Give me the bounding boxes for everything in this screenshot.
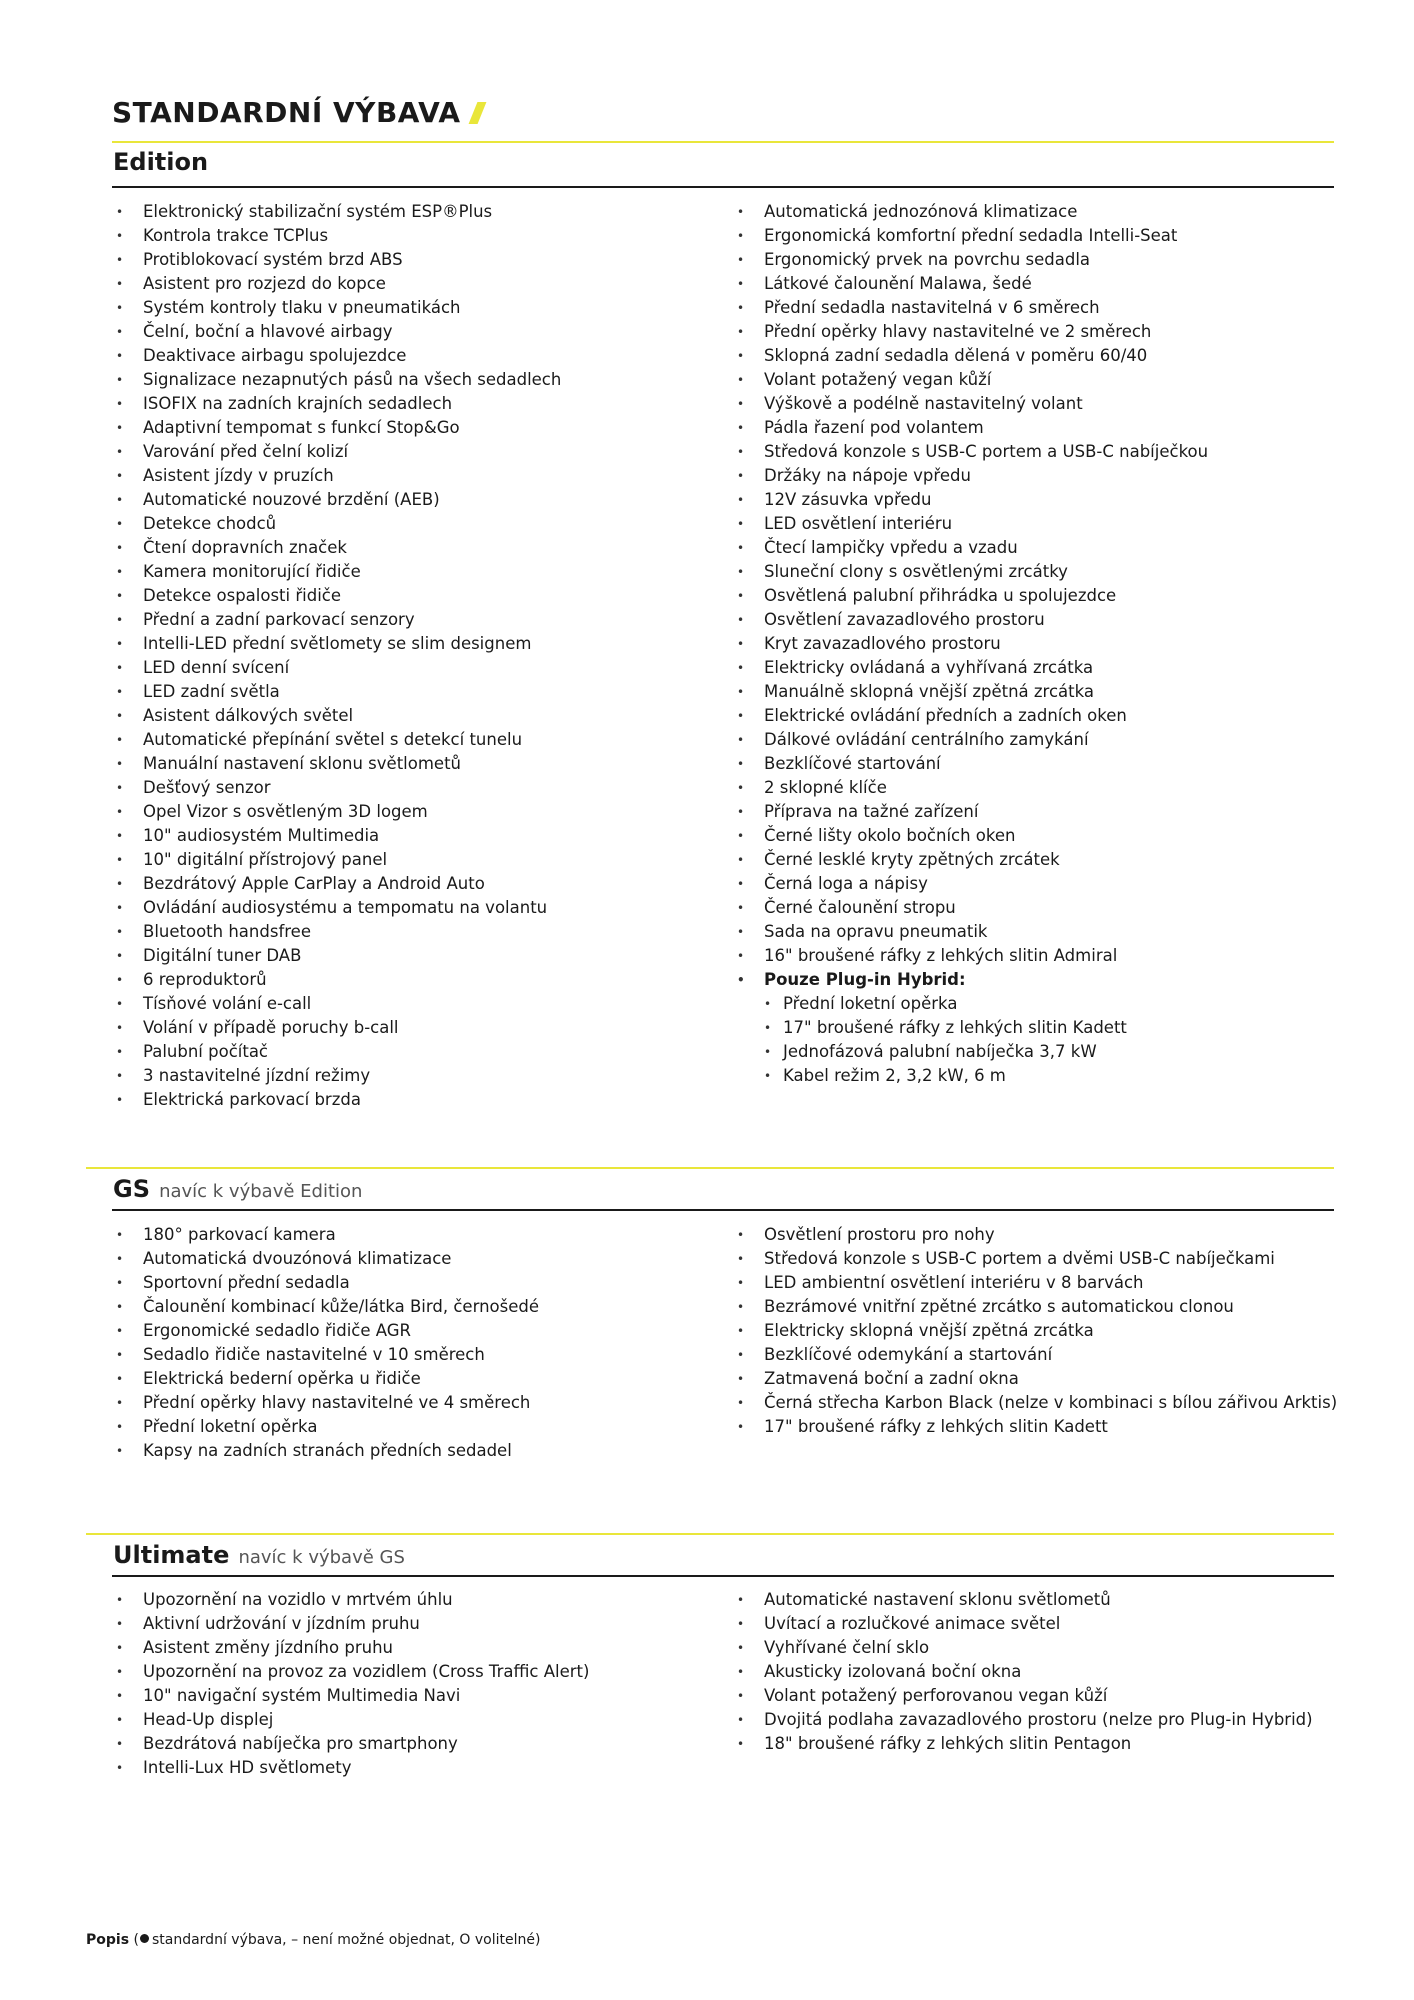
list-item: • 17" broušené ráfky z lehkých slitin Kadett: [737, 1415, 1337, 1439]
list-item: • Akusticky izolovaná boční okna: [737, 1660, 1313, 1684]
list-item: • Kapsy na zadních stranách předních sedadel: [116, 1439, 539, 1463]
list-item: • Středová konzole s USB-C portem a dvěmi USB-C nabíječkami: [737, 1247, 1337, 1271]
list-item: • Čtecí lampičky vpředu a vzadu: [737, 536, 1208, 560]
list-item: • Vyhřívané čelní sklo: [737, 1636, 1313, 1660]
gs-list-left: [116, 1223, 539, 1463]
accent-slash-icon: [468, 102, 486, 124]
list-item: • Držáky na nápoje vpředu: [737, 464, 1208, 488]
list-item: • Černá střecha Karbon Black (nelze v kombinaci s bílou zářivou Arktis): [737, 1391, 1337, 1415]
list-item: • Látkové čalounění Malawa, šedé: [737, 272, 1208, 296]
list-item: • Dvojitá podlaha zavazadlového prostoru (nelze pro Plug-in Hybrid): [737, 1708, 1313, 1732]
list-item: • 3 nastavitelné jízdní režimy: [116, 1064, 561, 1088]
list-item: • Uvítací a rozlučkové animace světel: [737, 1612, 1313, 1636]
section-gs-name: GS: [113, 1175, 150, 1203]
list-item: • Automatická dvouzónová klimatizace: [116, 1247, 539, 1271]
section-gs-rule: [112, 1209, 1334, 1211]
list-item: • Bezklíčové startování: [737, 752, 1208, 776]
list-item: • Elektrická bederní opěrka u řidiče: [116, 1367, 539, 1391]
section-gs-subtitle: navíc k výbavě Edition: [159, 1181, 363, 1202]
list-item: • 2 sklopné klíče: [737, 776, 1208, 800]
list-item: • Přední sedadla nastavitelná v 6 směrech: [737, 296, 1208, 320]
list-item: • Přední loketní opěrka: [116, 1415, 539, 1439]
list-item: • Sluneční clony s osvětlenými zrcátky: [737, 560, 1208, 584]
list-item: • Zatmavená boční a zadní okna: [737, 1367, 1337, 1391]
legend-text: standardní výbava, – není možné objednat, O volitelné): [151, 1932, 541, 1948]
list-item: • LED osvětlení interiéru: [737, 512, 1208, 536]
list-item: • Intelli-Lux HD světlomety: [116, 1756, 589, 1780]
section-ultimate-name: Ultimate: [113, 1541, 230, 1569]
list-item: • 10" audiosystém Multimedia: [116, 824, 561, 848]
list-item: • Ergonomické sedadlo řidiče AGR: [116, 1319, 539, 1343]
list-item: • Elektronický stabilizační systém ESP®Plus: [116, 200, 561, 224]
list-item: • Bezrámové vnitřní zpětné zrcátko s automatickou clonou: [737, 1295, 1337, 1319]
list-item: • Přední a zadní parkovací senzory: [116, 608, 561, 632]
list-item: • Head-Up displej: [116, 1708, 589, 1732]
section-gs-header: [113, 1175, 362, 1203]
list-item: • Elektricky ovládaná a vyhřívaná zrcátka: [737, 656, 1208, 680]
list-item: • Kontrola trakce TCPlus: [116, 224, 561, 248]
legend: [86, 1932, 540, 1948]
list-item: • Bezklíčové odemykání a startování: [737, 1343, 1337, 1367]
list-item: • Asistent jízdy v pruzích: [116, 464, 561, 488]
list-item: • Opel Vizor s osvětleným 3D logem: [116, 800, 561, 824]
list-item: • Elektrické ovládání předních a zadních oken: [737, 704, 1208, 728]
gs-list-right: [737, 1223, 1337, 1439]
list-item: • Kamera monitorující řidiče: [116, 560, 561, 584]
list-item: • Pádla řazení pod volantem: [737, 416, 1208, 440]
page-title-text: STANDARDNÍ VÝBAVA: [112, 96, 461, 129]
list-item: • Volant potažený perforovanou vegan kůží: [737, 1684, 1313, 1708]
list-item: • Asistent pro rozjezd do kopce: [116, 272, 561, 296]
hybrid-heading: • Pouze Plug-in Hybrid:: [737, 968, 1208, 992]
list-item: • Středová konzole s USB-C portem a USB-C nabíječkou: [737, 440, 1208, 464]
list-item: • 10" navigační systém Multimedia Navi: [116, 1684, 589, 1708]
list-item: • Dešťový senzor: [116, 776, 561, 800]
list-item: • Černé čalounění stropu: [737, 896, 1208, 920]
list-item: • Osvětlená palubní přihrádka u spolujezdce: [737, 584, 1208, 608]
list-item: • Varování před čelní kolizí: [116, 440, 561, 464]
list-item: • Upozornění na provoz za vozidlem (Cross Traffic Alert): [116, 1660, 589, 1684]
list-item: • 180° parkovací kamera: [116, 1223, 539, 1247]
list-item: • Detekce ospalosti řidiče: [116, 584, 561, 608]
legend-label: Popis: [86, 1932, 130, 1948]
list-item: • Volání v případě poruchy b-call: [116, 1016, 561, 1040]
hybrid-list-item: • Jednofázová palubní nabíječka 3,7 kW: [737, 1040, 1208, 1064]
list-item: • Kryt zavazadlového prostoru: [737, 632, 1208, 656]
list-item: • Upozornění na vozidlo v mrtvém úhlu: [116, 1588, 589, 1612]
list-item: • Intelli-LED přední světlomety se slim designem: [116, 632, 561, 656]
list-item: • 6 reproduktorů: [116, 968, 561, 992]
list-item: • Elektrická parkovací brzda: [116, 1088, 561, 1112]
ultimate-list-right: [737, 1588, 1313, 1756]
list-item: • Manuálně sklopná vnější zpětná zrcátka: [737, 680, 1208, 704]
list-item: • Tísňové volání e-call: [116, 992, 561, 1016]
list-item: • Bezdrátová nabíječka pro smartphony: [116, 1732, 589, 1756]
edition-list-left: [116, 200, 561, 1112]
list-item: • 18" broušené ráfky z lehkých slitin Pentagon: [737, 1732, 1313, 1756]
list-item: • Palubní počítač: [116, 1040, 561, 1064]
list-item: • Dálkové ovládání centrálního zamykání: [737, 728, 1208, 752]
list-item: • Sedadlo řidiče nastavitelné v 10 směrech: [116, 1343, 539, 1367]
section-ultimate-header: [113, 1541, 405, 1569]
section-ultimate-top-rule: [86, 1533, 1334, 1535]
list-item: • Sklopná zadní sedadla dělená v poměru 60/40: [737, 344, 1208, 368]
list-item: • Osvětlení zavazadlového prostoru: [737, 608, 1208, 632]
list-item: • Čtení dopravních značek: [116, 536, 561, 560]
list-item: • LED ambientní osvětlení interiéru v 8 barvách: [737, 1271, 1337, 1295]
section-edition-name: Edition: [113, 148, 209, 176]
list-item: • Aktivní udržování v jízdním pruhu: [116, 1612, 589, 1636]
page-title: [112, 96, 482, 129]
list-item: • Deaktivace airbagu spolujezdce: [116, 344, 561, 368]
list-item: • Bluetooth handsfree: [116, 920, 561, 944]
list-item: • Protiblokovací systém brzd ABS: [116, 248, 561, 272]
list-item: • Ergonomický prvek na povrchu sedadla: [737, 248, 1208, 272]
section-gs-top-rule: [86, 1167, 1334, 1169]
list-item: • 16" broušené ráfky z lehkých slitin Admiral: [737, 944, 1208, 968]
list-item: • Výškově a podélně nastavitelný volant: [737, 392, 1208, 416]
hybrid-list-item: • Kabel režim 2, 3,2 kW, 6 m: [737, 1064, 1208, 1088]
list-item: • Adaptivní tempomat s funkcí Stop&Go: [116, 416, 561, 440]
list-item: • 10" digitální přístrojový panel: [116, 848, 561, 872]
list-item: • Automatické nastavení sklonu světlometů: [737, 1588, 1313, 1612]
standard-dot-icon: [140, 1934, 149, 1943]
list-item: • Příprava na tažné zařízení: [737, 800, 1208, 824]
list-item: • Digitální tuner DAB: [116, 944, 561, 968]
list-item: • Čelní, boční a hlavové airbagy: [116, 320, 561, 344]
hybrid-list-item: • Přední loketní opěrka: [737, 992, 1208, 1016]
list-item: • Sada na opravu pneumatik: [737, 920, 1208, 944]
section-edition-header: [113, 148, 208, 176]
ultimate-list-left: [116, 1588, 589, 1780]
hybrid-list-item: • 17" broušené ráfky z lehkých slitin Kadett: [737, 1016, 1208, 1040]
list-item: • Ergonomická komfortní přední sedadla Intelli-Seat: [737, 224, 1208, 248]
list-item: • Systém kontroly tlaku v pneumatikách: [116, 296, 561, 320]
list-item: • Osvětlení prostoru pro nohy: [737, 1223, 1337, 1247]
title-rule: [112, 141, 1334, 143]
list-item: • Manuální nastavení sklonu světlometů: [116, 752, 561, 776]
list-item: • LED zadní světla: [116, 680, 561, 704]
list-item: • Automatické přepínání světel s detekcí tunelu: [116, 728, 561, 752]
list-item: • Sportovní přední sedadla: [116, 1271, 539, 1295]
list-item: • Automatické nouzové brzdění (AEB): [116, 488, 561, 512]
section-ultimate-subtitle: navíc k výbavě GS: [238, 1547, 405, 1568]
list-item: • Čalounění kombinací kůže/látka Bird, černošedé: [116, 1295, 539, 1319]
list-item: • ISOFIX na zadních krajních sedadlech: [116, 392, 561, 416]
list-item: • Asistent změny jízdního pruhu: [116, 1636, 589, 1660]
list-item: • Přední opěrky hlavy nastavitelné ve 4 směrech: [116, 1391, 539, 1415]
list-item: • Černé lesklé kryty zpětných zrcátek: [737, 848, 1208, 872]
list-item: • 12V zásuvka vpředu: [737, 488, 1208, 512]
list-item: • Signalizace nezapnutých pásů na všech sedadlech: [116, 368, 561, 392]
section-ultimate-rule: [112, 1575, 1334, 1577]
edition-list-right: [737, 200, 1208, 1088]
legend-open-paren: (: [133, 1932, 139, 1948]
section-edition-rule: [112, 186, 1334, 188]
list-item: • Přední opěrky hlavy nastavitelné ve 2 směrech: [737, 320, 1208, 344]
list-item: • Asistent dálkových světel: [116, 704, 561, 728]
list-item: • Elektricky sklopná vnější zpětná zrcátka: [737, 1319, 1337, 1343]
list-item: • Volant potažený vegan kůží: [737, 368, 1208, 392]
list-item: • Automatická jednozónová klimatizace: [737, 200, 1208, 224]
list-item: • Černá loga a nápisy: [737, 872, 1208, 896]
list-item: • LED denní svícení: [116, 656, 561, 680]
list-item: • Černé lišty okolo bočních oken: [737, 824, 1208, 848]
list-item: • Bezdrátový Apple CarPlay a Android Auto: [116, 872, 561, 896]
list-item: • Ovládání audiosystému a tempomatu na volantu: [116, 896, 561, 920]
list-item: • Detekce chodců: [116, 512, 561, 536]
